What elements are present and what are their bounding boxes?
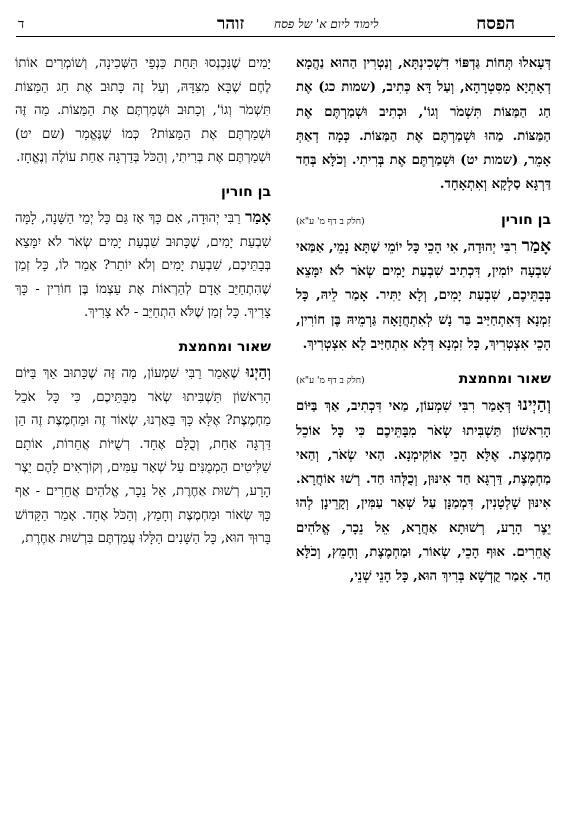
aramaic-section-ref: (חלק ב דף מ' ע"א) [296,216,365,227]
aramaic-section-title: בן חורין [501,211,551,228]
aramaic-section-title: שאור ומחמצת [458,371,551,388]
header-subtitle: לימוד ליום א' של פסח [274,17,379,31]
hebrew-section-title: שאור ומחמצת [178,338,271,355]
lead-word: וְהַיְינוּ [518,395,551,416]
paragraph-text: שֶׁאָמַר רַבִּי שִׁמְעוֹן, מַה זֶּה שֶׁכָּתוּב אַךְ בַּיּוֹם הָרִאשׁוֹן תַּשְׁבִּיתוּ שְׂאֹר מִבָּתֵּיכֶם, כִּי כָּל אֹכֵל מַחְמֶצֶת? אֶלָּא כָּךְ בֵּאַרְנוּ, שְׂאוֹר זֶה וּמַחְמֶצֶת זֶה הֵן דַּרְגָּה אַחַת, וְכֻלָּם אֶחָד. רְשֻׁיּוֹת אֲחֵרוֹת, אוֹתָם שַׁלִּיטִים הַמְמֻנִּים עַל שְׁאָר עַמִּים, וְקוֹרְאִים לָהֶם יֵצֶר הָרָע, רְשׁוּת אַחֶרֶת, אֵל נֵכָר, אֱלֹהִים אֲחֵרִים - אַף כָּךְ שְׂאוֹר וּמַחְמֶצֶת וְחָמֵץ, וְהַכֹּל אֶחָד. אָמַר הַקָּדוֹשׁ בָּרוּךְ הוּא, כָּל הַשָּׁנִים הַלָּלוּ עֲמַדְתֶּם בִּרְשׁוּת אַחֶרֶת, [15,365,271,547]
page-header [16,14,555,37]
hebrew-paragraph [15,361,271,551]
aramaic-paragraph [296,393,551,589]
paragraph-text: רַבִּי יְהוּדָה, אִם כָּךְ אָז גַּם כָּל יְמֵי הַשָּׁנָה, לָמָּה שִׁבְעַת יָמִים, שֶׁכָּתוּב שִׁבְעַת יָמִים שְׂאֹר לֹא יִמָּצֵא בְּבָתֵּיכֶם, שִׁבְעַת יָמִים וְלֹא יוֹתֵר? אָמַר לוֹ, כָּל זְמַן שֶׁהִתְחַיֵּב אָדָם לְהַרְאוֹת אֶת עַצְמוֹ בֶּן חוֹרִין - כָּךְ צָרִיךְ. כָּל זְמַן שֶׁלֹּא הִתְחַיֵּב - לֹא צָרִיךְ. [15,210,271,321]
hebrew-section-heading [15,182,271,204]
aramaic-paragraph: דְּעָאלוּ תְּחוֹת גַּדְפּוֹי דִשְׁכִינְתָּא, וְנַטְרִין הַהוּא נַהֲמָא דְאָתְיָא מִסִּטְרָהָא, וְעַל דָּא כְּתִיב, (שמות כג) אֶת חַג הַמַּצּוֹת תִּשְׁמֹר וְגוֹ', וּכְתִיב וּשְׁמַרְתֶּם אֶת הַמַּצּוֹת. מַהוּ וּשְׁמַרְתֶּם אֶת הַמַּצּוֹת. כְּמָה דְאַתְּ אָמֵר, (שמות יט) וּשְׁמַרְתֶּם אֶת בְּרִיתִי. וְכֹלָּא בְּחַד דַּרְגָּא סַלְקָא וְאִתְאָחָד. [296,56,551,193]
hebrew-column [15,52,271,807]
lead-word: אָמַר [245,207,271,226]
hebrew-paragraph [15,206,271,325]
paragraph-text: דְּאָמַר רִבִּי שִׁמְעוֹן, מַאי דִּכְתִיב, אַךְ בַּיּוֹם הָרִאשׁוֹן תַּשְׁבִּיתוּ שְׂאֹר מִבָּתֵּיכֶם כִּי כָּל אוֹכֵל מַחְמֶצֶת. אֶלָּא הָכֵי אוֹקִימְנָא. הַאי שְׂאֹר, וְהַאי מַחְמֶצֶת, דַּרְגָּא חַד אִינּוּן, וְכֻלְּהוּ חַד. רְשׁוּ אוֹחֲרָא. אִינּוּן שָׁלְטָנִין, דִּמְמַנָּן עַל שְׁאַר עַמִּין, וְקָרֵינָן לְהוּ יֵצֶר הָרָע, רְשׁוּתָא אַחֲרָא, אֵל נֵכָר, אֱלֹהִים אֲחֵרִים. אוּף הָכֵי, שְׂאוֹר, וּמַחְמֶצֶת, וְחָמֵץ, וְכֹלָּא חַד. אָמַר קֻדְשָׁא בְּרִיךְ הוּא, כָּל הָנֵי שְׁנֵי, [296,399,551,585]
hebrew-section-heading [15,337,271,359]
page-number: ד [18,17,25,32]
aramaic-section-heading [296,369,551,391]
aramaic-section-ref: (חלק ב דף מ' ע"א) [296,376,365,387]
section-title: הפסח [476,14,515,34]
book-title: זוהר [217,14,245,34]
hebrew-paragraph: יָמִים שֶׁנִּכְנְסוּ תַּחַת כַּנְפֵי הַשְּׁכִינָה, וְשׁוֹמְרִים אוֹתוֹ לֶחֶם שֶׁבָּא מִצִּדָּהּ, וְעַל זֶה כָּתוּב אֶת חַג הַמַּצּוֹת תִּשְׁמֹר וְגוֹ', וְכָתוּב וּשְׁמַרְתֶּם אֶת הַמַּצּוֹת. מַה זֶּה וּשְׁמַרְתֶּם אֶת הַמַּצּוֹת? כְּמוֹ שֶׁנֶּאֱמַר (שם יט) וּשְׁמַרְתֶּם אֶת בְּרִיתִי, וְהַכֹּל בְּדַרְגָּה אַחַת עוֹלֶה וְנֶאֱחָז. [15,56,271,166]
lead-word: וְהַיְנוּ [245,362,271,381]
aramaic-column [296,52,551,807]
lead-word: אָמַר [521,235,551,256]
aramaic-section-heading [296,210,551,232]
hebrew-section-title: בן חורין [221,183,271,200]
paragraph-text: רִבִּי יְהוּדָה, אִי הָכֵי כָּל יוֹמֵי שַׁתָּא נָמֵי, אַמַּאי שִׁבְעָה יוֹמִין, דִּכְתִיב שִׁבְעַת יָמִים שְׂאֹר לֹא יִמָּצֵא בְּבָתֵּיכֶם, שִׁבְעַת יָמִים, וְלָא יַתִּיר. אָמַר לֵיהּ, כָּל זִמְנָא דְּאִתְחַיַּיב בַּר נָשׁ לְאִתְחֲזָאָה גַּרְמֵיהּ בֶּן חוֹרִין, הָכֵי אִצְטְרִיךְ, כָּל זִמְנָא דְּלָא אִתְחַיַּיב לָא אִצְטְרִיךְ. [296,239,551,352]
aramaic-paragraph [296,234,551,357]
